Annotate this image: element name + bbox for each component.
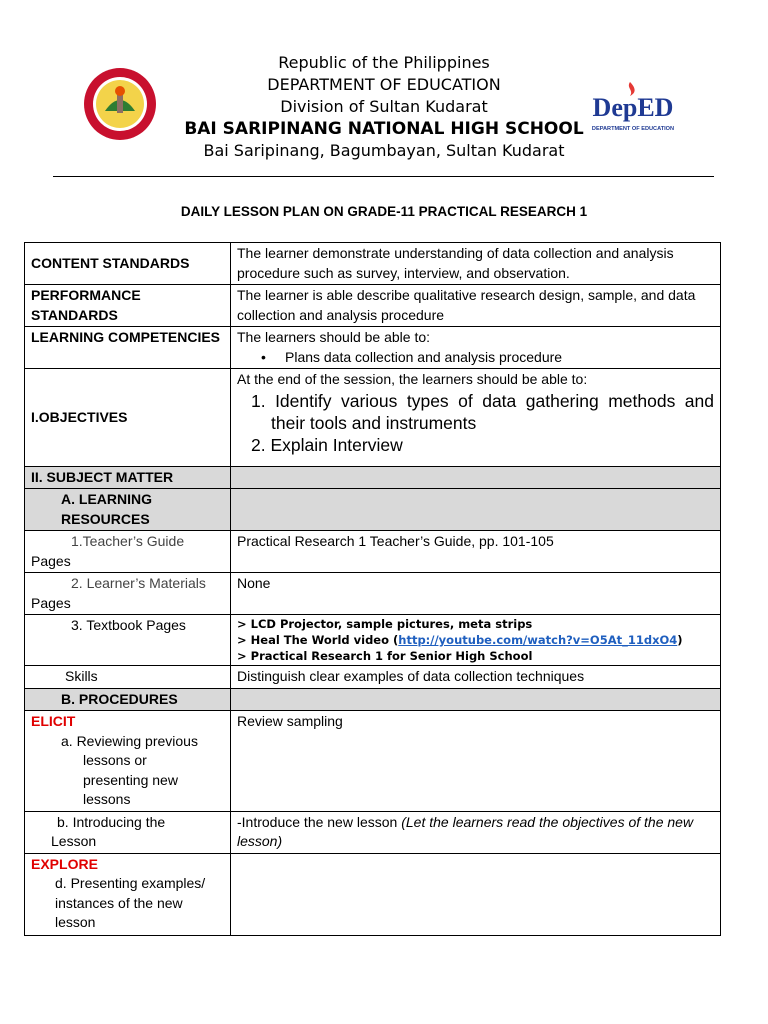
introducing-label: b. Introducing the Lesson — [25, 811, 231, 853]
video-link[interactable]: http://youtube.com/watch?v=O5At_11dxO4 — [398, 633, 678, 647]
table-row — [25, 243, 721, 285]
table-row — [25, 666, 721, 689]
textbook-line-1: > LCD Projector, sample pictures, meta strips — [237, 617, 533, 631]
school-seal-logo — [83, 67, 157, 141]
header-divider — [53, 176, 714, 177]
learning-resources-label: A. LEARNING RESOURCES — [25, 489, 231, 531]
department-line: DEPARTMENT OF EDUCATION — [267, 75, 501, 94]
explore-label-cell — [25, 853, 231, 935]
deped-logo — [591, 80, 675, 134]
teachers-guide-value: Practical Research 1 Teacher’s Guide, pp. 101-105 — [231, 531, 721, 573]
table-row — [25, 327, 721, 369]
table-row — [25, 711, 721, 812]
objectives-cell — [231, 369, 721, 467]
explore-value — [231, 853, 721, 935]
table-row — [25, 285, 721, 327]
textbook-pages-label: 3. Textbook Pages — [25, 615, 231, 666]
learning-competencies-intro: The learners should be able to: — [237, 329, 431, 345]
table-row — [25, 811, 721, 853]
subject-matter-label: II. SUBJECT MATTER — [25, 466, 231, 489]
introducing-cell — [231, 811, 721, 853]
explore-label: d. Presenting examples/ instances of the new lesson — [55, 875, 206, 930]
lesson-plan-table — [24, 242, 721, 936]
performance-standards-label: PERFORMANCE STANDARDS — [25, 285, 231, 327]
textbook-line-2 — [237, 632, 714, 648]
objective-item-1: 1. Identify various types of data gathering methods and their tools and instruments — [251, 390, 714, 433]
table-row — [25, 688, 721, 711]
objectives-label: I.OBJECTIVES — [25, 369, 231, 467]
elicit-label-cell — [25, 711, 231, 812]
textbook-pages-cell — [231, 615, 721, 666]
deped-logo-subtext: DEPARTMENT OF EDUCATION — [591, 126, 675, 132]
teachers-guide-label-pages: Pages — [31, 552, 71, 569]
textbook-line-2-prefix: > Heal The World video ( — [237, 633, 399, 647]
learners-materials-label-cell — [25, 573, 231, 615]
explore-heading: EXPLORE — [31, 855, 98, 872]
deped-logo-text: DepED — [592, 93, 674, 122]
learning-competencies-cell — [231, 327, 721, 369]
subject-matter-value — [231, 466, 721, 489]
page-title: DAILY LESSON PLAN ON GRADE-11 PRACTICAL RESEARCH 1 — [180, 204, 588, 219]
performance-standards-value: The learner is able describe qualitative research design, sample, and data collection and analysis procedure — [231, 285, 721, 327]
content-standards-value: The learner demonstrate understanding of data collection and analysis procedure such as survey, interview, and observation. — [231, 243, 721, 285]
elicit-heading: ELICIT — [31, 713, 76, 729]
textbook-line-3: > Practical Research 1 for Senior High School — [237, 649, 533, 663]
school-name: BAI SARIPINANG NATIONAL HIGH SCHOOL — [184, 119, 584, 139]
table-row — [25, 573, 721, 615]
teachers-guide-label-cell — [25, 531, 231, 573]
teachers-guide-label: 1.Teacher’s Guide — [71, 533, 185, 549]
school-address: Bai Saripinang, Bagumbayan, Sultan Kudarat — [203, 141, 565, 160]
learning-competencies-bullet: • Plans data collection and analysis procedure — [237, 348, 714, 368]
procedures-label: B. PROCEDURES — [25, 688, 231, 711]
learning-competencies-label: LEARNING COMPETENCIES — [25, 327, 231, 369]
elicit-value: Review sampling — [231, 711, 721, 812]
skills-value: Distinguish clear examples of data collection techniques — [231, 666, 721, 689]
learners-materials-label-pages: Pages — [31, 594, 71, 611]
introducing-note: (Let the learners read the objectives of the new lesson) — [237, 813, 694, 849]
republic-line: Republic of the Philippines — [278, 53, 490, 72]
table-row — [25, 615, 721, 666]
table-row — [25, 369, 721, 467]
table-row — [25, 853, 721, 935]
table-row — [25, 466, 721, 489]
elicit-label: a. Reviewing previous lessons or presenting new lessons — [61, 732, 198, 807]
table-row — [25, 489, 721, 531]
division-line: Division of Sultan Kudarat — [280, 97, 488, 116]
skills-label: Skills — [25, 666, 231, 689]
textbook-line-2-suffix: ) — [677, 633, 683, 647]
table-row — [25, 531, 721, 573]
objectives-intro: At the end of the session, the learners should be able to: — [237, 371, 588, 387]
objective-item-2: 2. Explain Interview — [251, 434, 403, 455]
introducing-value: -Introduce the new lesson — [237, 813, 402, 830]
learners-materials-value: None — [231, 573, 721, 615]
learners-materials-label: 2. Learner’s Materials — [71, 575, 206, 591]
content-standards-label: CONTENT STANDARDS — [25, 243, 231, 285]
procedures-value — [231, 688, 721, 711]
learning-resources-value — [231, 489, 721, 531]
